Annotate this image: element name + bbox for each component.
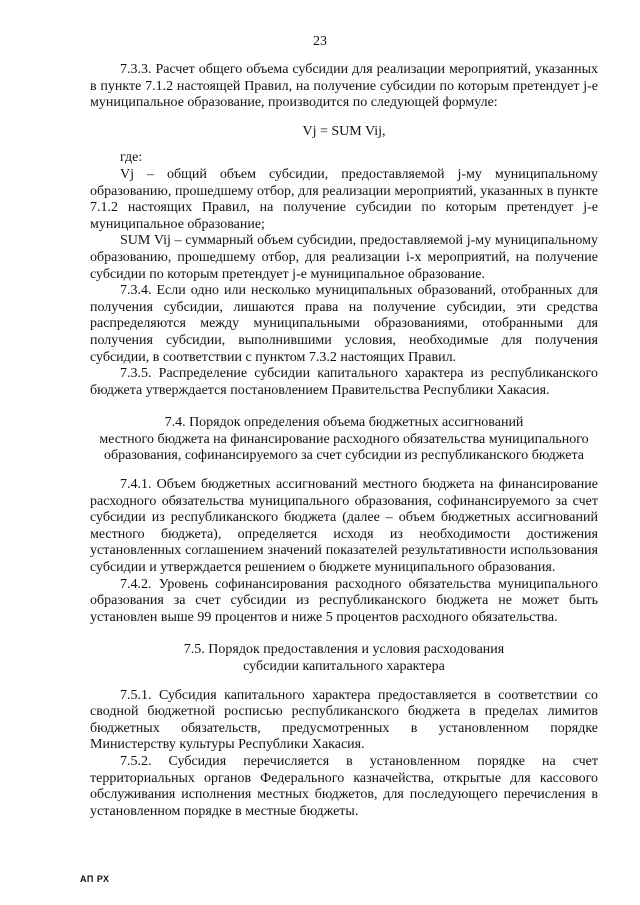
- where-label: где:: [120, 150, 143, 166]
- paragraph-7-4-1: 7.4.1. Объем бюджетных ассигнований местного бюджета на финансирование расходного обязательства муниципального образования, софинансируемого за счет субсидии из республиканского бюджета (далее – объем бюджетных ассигнований местного бюджета), определяется исходя из необходимости достижения установленных соглашением значений показателей результативности использования субсидии и утверждается решением о бюджете муниципального образования.: [90, 477, 598, 576]
- section-heading-7-4-line-3: образования, софинансируемого за счет субсидии из республиканского бюджета: [103, 448, 584, 464]
- section-heading-7-4-line-1: 7.4. Порядок определения объема бюджетных ассигнований: [164, 415, 524, 431]
- paragraph-7-3-3: 7.3.3. Расчет общего объема субсидии для реализации мероприятий, указанных в пункте 7.1.2 настоящей Правил, на получение субсидии по которым претендует j-е муниципальное образование, производится по следующей формуле:: [90, 62, 598, 111]
- section-heading-7-5-line-1: 7.5. Порядок предоставления и условия расходования: [183, 642, 505, 658]
- spacer: [90, 399, 598, 415]
- section-heading-7-4-line-2: местного бюджета на финансирование расходного обязательства муниципального: [99, 431, 589, 447]
- spacer: [90, 676, 598, 688]
- section-heading-7-5-line-2: субсидии капитального характера: [243, 659, 445, 674]
- paragraph-7-5-2: 7.5.2. Субсидия перечисляется в установленном порядке на счет территориальных органов Федерального казначейства, открытые для кассового обслуживания исполнения местных бюджетов, для последующего перечисления в установленном порядке в местные бюджеты.: [90, 753, 598, 819]
- paragraph-7-3-4: 7.3.4. Если одно или несколько муниципальных образований, отобранных для получения субсидии, лишаются права на получение субсидии, эти средства распределяются между муниципальными образованиями, отобранными для получения субсидии, выполнившими условия, необходимые для получения субсидии, в соответствии с пунктом 7.3.2 настоящих Правил.: [90, 283, 598, 365]
- spacer: [90, 626, 598, 642]
- definition-sum-vij: SUM Vij – суммарный объем субсидии, предоставляемой j-му муниципальному образованию, прошедшему отбор, для реализации i-х мероприятий, на получение субсидии по которым претендует j-е муниципальное образование.: [90, 233, 598, 282]
- paragraph-7-3-5: 7.3.5. Распределение субсидии капитального характера из республиканского бюджета утверждается постановлением Правительства Республики Хакасия.: [90, 366, 598, 398]
- archive-stamp: АП РХ: [80, 874, 110, 884]
- page-number: 23: [313, 34, 327, 49]
- formula: Vj = SUM Vij,: [302, 123, 386, 139]
- definition-vj: Vj – общий объем субсидии, предоставляемой j-му муниципальному образованию, прошедшему отбор, для реализации мероприятий, указанных в пункте 7.1.2 настоящих Правил, на получение субсидии по которым претендует j-е муниципальное образование;: [90, 166, 598, 232]
- document-body: [90, 62, 598, 820]
- paragraph-7-4-2: 7.4.2. Уровень софинансирования расходного обязательства муниципального образования за счет субсидии из республиканского бюджета не может быть установлен выше 99 процентов и ниже 5 процентов расходного обязательства.: [90, 576, 598, 625]
- paragraph-7-5-1: 7.5.1. Субсидия капитального характера предоставляется в соответствии со сводной бюджетной росписью республиканского бюджета в пределах лимитов бюджетных обязательств, предусмотренных в установленном порядке Министерству культуры Республики Хакасия.: [90, 687, 598, 753]
- spacer: [90, 465, 598, 477]
